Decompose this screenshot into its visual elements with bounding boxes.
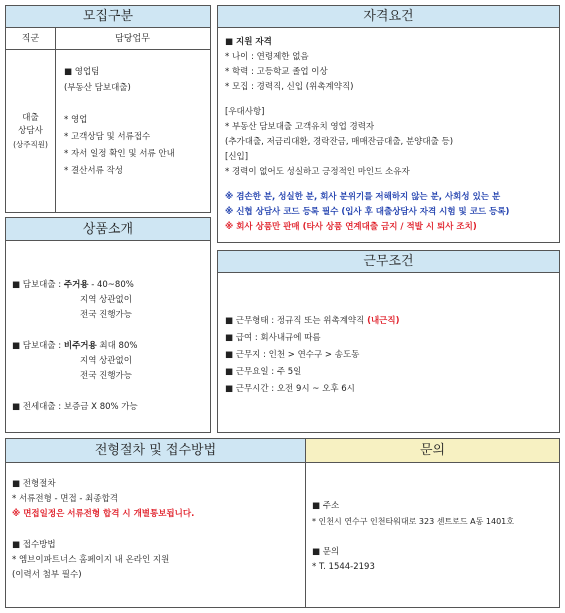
notice-blue: ※ 겸손한 분, 성실한 분, 회사 분위기를 저해하지 않는 분, 사회성 있는 분 [225, 192, 501, 202]
product-title: 상품소개 [6, 218, 210, 241]
product-item: ■ 전세대출 : 보증금 X 80% 가능 [12, 402, 138, 412]
product-item-rate: 최대 80% [96, 341, 138, 351]
duty-item: * 결산서류 작성 [64, 166, 123, 176]
work-item: ■ 근무지 : 인천 > 연수구 > 송도동 [225, 350, 360, 360]
product-item-note: 지역 상관없이 [80, 295, 132, 305]
notice-blue: ※ 신협 상담사 코드 등록 필수 (입사 후 대출상담사 자격 시험 및 코드 등록) [225, 207, 510, 217]
steps-note: ※ 면접일정은 서류전형 합격 시 개별통보됩니다. [12, 509, 195, 519]
duty-item: * 자서 일정 확인 및 서류 안내 [64, 149, 175, 159]
contact-body [312, 499, 555, 575]
steps-text: * 서류전형 - 면접 - 최종합격 [12, 494, 119, 504]
apply-item: (이력서 첨부 필수) [12, 570, 82, 580]
work-item: ■ 근무시간 : 오전 9시 ~ 오후 6시 [225, 384, 355, 394]
duty-item: * 고객상담 및 서류접수 [64, 132, 151, 142]
product-body [12, 278, 206, 415]
contact-section [305, 438, 560, 608]
product-item-label: ■ 담보대출 : [12, 280, 64, 290]
preference-header: [우대사항] [225, 107, 265, 117]
steps-header: ■ 전형절차 [12, 479, 56, 489]
duty-column-label: 담당업무 [115, 34, 150, 44]
notice-red: ※ 회사 상품만 판매 (타사 상품 연계대출 금지 / 적발 시 퇴사 조치) [225, 222, 477, 232]
qualification-body [225, 35, 555, 235]
product-item-rate: - 40~80% [88, 280, 134, 290]
duty-item: * 영업 [64, 115, 88, 125]
qualification-section [217, 5, 560, 243]
support-item: * 학력 : 고등학교 졸업 이상 [225, 67, 328, 77]
column-divider [55, 28, 56, 212]
role-line: 상담사 [18, 125, 43, 136]
role-line: 대출 [22, 112, 39, 123]
support-item: * 모집 : 경력직, 신입 (위촉계약직) [225, 82, 354, 92]
process-body [12, 477, 301, 583]
duty-team-detail: (부동산 담보대출) [64, 83, 131, 93]
phone-number: * T. 1544-2193 [312, 562, 375, 572]
recruit-column-header [6, 28, 210, 50]
product-item-label: ■ 담보대출 : [12, 341, 64, 351]
role-column-label: 직군 [21, 34, 40, 44]
preference-item: * 부동산 담보대출 고객유치 영업 경력자 [225, 122, 375, 132]
product-item [12, 339, 206, 354]
qualification-title: 자격요건 [218, 6, 559, 28]
product-item-note: 전국 진행가능 [80, 310, 132, 320]
newcomer-header: [신입] [225, 152, 249, 162]
work-conditions-title: 근무조건 [218, 251, 559, 273]
newcomer-item: * 경력이 없어도 성실하고 긍정적인 마인드 소유자 [225, 167, 410, 177]
role-cell [6, 50, 55, 212]
work-type-label: ■ 근무형태 : 정규직 또는 위촉계약직 [225, 316, 368, 326]
preference-item: (추가대출, 저금리대환, 경락잔금, 매매잔금대출, 분양대출 등) [225, 137, 454, 147]
apply-item: * 엠브이파트너스 홈페이지 내 온라인 지원 [12, 555, 170, 565]
support-header: ■ 지원 자격 [225, 37, 272, 47]
product-item [12, 278, 206, 293]
work-type-tag: (내근직) [367, 316, 400, 326]
work-type [225, 313, 555, 330]
address-text: * 인천시 연수구 인천타워대로 323 센트로드 A동 1401호 [312, 517, 515, 526]
recruit-title: 모집구분 [6, 6, 210, 28]
product-item-note: 전국 진행가능 [80, 371, 132, 381]
phone-header: ■ 문의 [312, 547, 340, 557]
process-title: 전형절차 및 접수방법 [6, 439, 305, 463]
apply-header: ■ 접수방법 [12, 540, 56, 550]
duty-team: ■ 영업팀 [64, 67, 100, 77]
product-item-type: 주거용 [63, 280, 89, 290]
work-item: ■ 근무요일 : 주 5일 [225, 367, 302, 377]
product-item-type: 비주거용 [63, 341, 97, 351]
support-item: * 나이 : 연령제한 없음 [225, 52, 309, 62]
process-section [5, 438, 306, 608]
work-conditions-section [217, 250, 560, 433]
product-section [5, 217, 211, 433]
work-item: ■ 급여 : 회사내규에 따름 [225, 333, 321, 343]
duty-cell [64, 64, 206, 180]
contact-title: 문의 [306, 439, 559, 463]
recruit-section [5, 5, 211, 213]
role-line: (상주직원) [13, 139, 48, 149]
address-header: ■ 주소 [312, 501, 340, 511]
work-conditions-body [225, 313, 555, 398]
product-item-note: 지역 상관없이 [80, 356, 132, 366]
